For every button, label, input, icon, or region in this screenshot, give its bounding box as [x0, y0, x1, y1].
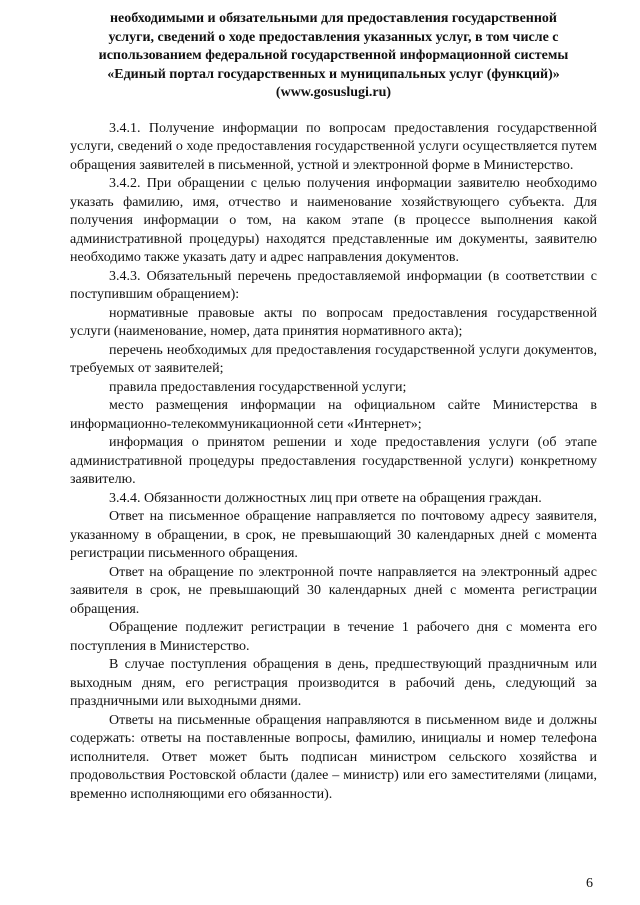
list-item-normative-acts: нормативные правовые акты по вопросам предоставления государственной услуги (наименование, номер, дата принятия нормативного акта);: [70, 305, 597, 340]
paragraph-3-4-4: 3.4.4. Обязанности должностных лиц при ответе на обращения граждан.: [109, 490, 542, 506]
paragraph-holiday-registration: В случае поступления обращения в день, предшествующий праздничным или выходным дням, его регистрация производится в рабочий день, следующий за праздничными или выходными днями.: [70, 657, 597, 710]
heading-line: использованием федеральной государственной информационной системы: [98, 48, 569, 64]
paragraph-email-reply: Ответ на обращение по электронной почте направляется на электронный адрес заявителя в срок, не превышающий 30 календарных дней с момента регистрации обращения.: [70, 564, 597, 617]
page-number: 6: [586, 876, 593, 891]
paragraph-3-4-1: 3.4.1. Получение информации по вопросам предоставления государственной услуги, сведений о ходе предоставления государственной услуги осуществляется путем обращения заявителей в письменной, устной и электронной форме в Министерство.: [70, 120, 597, 173]
paragraph-3-4-3: 3.4.3. Обязательный перечень предоставляемой информации (в соответствии с поступившим обращением):: [70, 268, 597, 303]
paragraph-3-4-2: 3.4.2. При обращении с целью получения информации заявителю необходимо указать фамилию, имя, отчество и наименование хозяйствующего субъекта. Для получения информации о том, на каком этапе (в процессе выполнения какой административной процедуры) находятся представленные им документы, заявителю необходимо также указать дату и адрес направления документов.: [70, 176, 597, 266]
paragraph-postal-reply: Ответ на письменное обращение направляется по почтовому адресу заявителя, указанному в обращении, в срок, не превышающий 30 календарных дней с момента регистрации письменного обращения.: [70, 509, 597, 562]
section-heading: [70, 10, 597, 103]
list-item-decision-info: информация о принятом решении и ходе предоставления услуги (об этапе административной процедуры предоставления государственной услуги) конкретному заявителю.: [70, 435, 597, 488]
heading-line: (www.gosuslugi.ru): [275, 85, 392, 101]
heading-line: необходимыми и обязательными для предоставления государственной: [109, 11, 557, 26]
paragraph-registration: Обращение подлежит регистрации в течение 1 рабочего дня с момента его поступления в Министерство.: [70, 620, 597, 654]
document-page: [70, 10, 597, 804]
list-item-documents: перечень необходимых для предоставления государственной услуги документов, требуемых от заявителей;: [70, 342, 597, 377]
paragraph-written-replies: Ответы на письменные обращения направляются в письменном виде и должны содержать: ответы на поставленные вопросы, фамилию, инициалы и номер телефона исполнителя. Ответ может быть подписан министром сельского хозяйства и продовольствия Ростовской области (далее – министр) или его заместителями (лицами, временно исполняющими его обязанности).: [70, 712, 597, 802]
heading-line: «Единый портал государственных и муниципальных услуг (функций)»: [107, 66, 560, 82]
list-item-website: место размещения информации на официальном сайте Министерства в информационно-телекоммуникационной сети «Интернет»;: [70, 398, 597, 432]
list-item-rules: правила предоставления государственной услуги;: [109, 379, 407, 395]
heading-line: услуги, сведений о ходе предоставления указанных услуг, в том числе с: [108, 29, 559, 45]
